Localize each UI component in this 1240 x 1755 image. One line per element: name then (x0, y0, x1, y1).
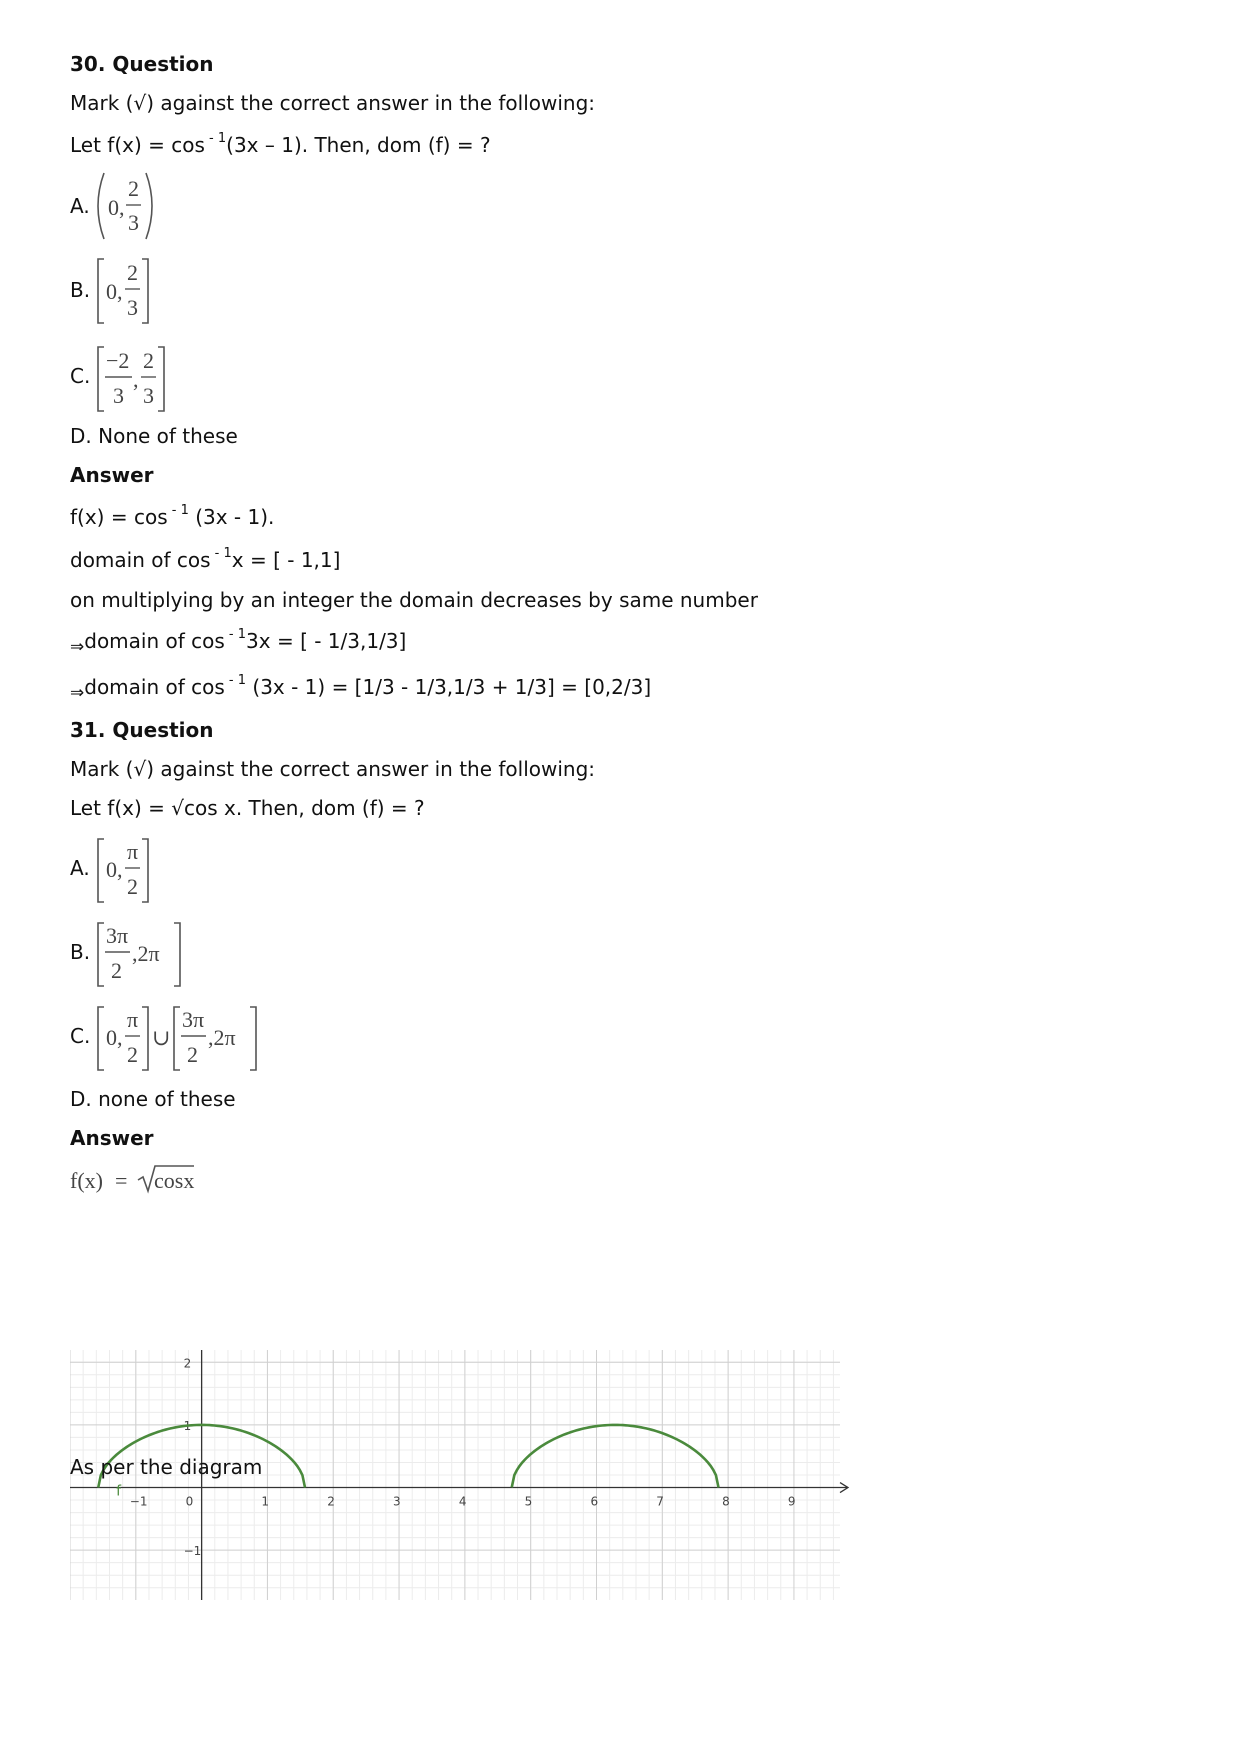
q31-option-c-math (94, 1000, 314, 1074)
svg-text:2: 2 (127, 1042, 138, 1067)
q31-instruction: Mark (√) against the correct answer in the following: (70, 757, 596, 781)
svg-text:3: 3 (127, 295, 138, 320)
svg-text:0,: 0, (106, 857, 123, 882)
svg-text:π: π (127, 839, 139, 864)
svg-text:,: , (133, 367, 139, 392)
x-tick-label: 3 (393, 1494, 401, 1509)
q31-formula-math (70, 1160, 230, 1200)
q30-answer-heading: Answer (70, 463, 154, 487)
svg-text:,2π: ,2π (208, 1025, 236, 1050)
q31-answer-heading: Answer (70, 1126, 154, 1150)
implies-icon: ⇒ (70, 637, 85, 657)
svg-text:0,: 0, (106, 279, 123, 304)
svg-text:3π: 3π (106, 923, 129, 948)
y-tick-label: 1 (183, 1418, 192, 1433)
option-label: A. (70, 194, 90, 218)
q30-heading: 30. Question (70, 52, 214, 76)
x-tick-label: 5 (524, 1494, 533, 1509)
svg-text:2: 2 (127, 260, 138, 285)
svg-text:2: 2 (128, 176, 139, 201)
svg-text:3π: 3π (182, 1007, 205, 1032)
svg-text:,2π: ,2π (132, 941, 160, 966)
y-tick-label: −1 (183, 1544, 202, 1559)
q31-option-b-math (94, 916, 214, 990)
q30-answer-line-2: domain of cos $^{- 1}$x = [ - 1,1] (70, 546, 341, 572)
q30-answer-line-4: ⇒domain of cos $^{- 1}$3x = [ - 1/3,1/3] (70, 627, 407, 657)
q31-stem: Let f(x) = √cos x. Then, dom (f) = ? (70, 796, 425, 820)
y-tick-label: 2 (183, 1356, 192, 1371)
q30-option-d[interactable]: D. None of these (70, 424, 238, 448)
x-tick-label: 0 (185, 1494, 194, 1509)
option-label: B. (70, 278, 91, 302)
x-tick-label: 8 (722, 1494, 730, 1509)
q31-closing-text: As per the diagram (70, 1455, 263, 1479)
x-tick-label: 6 (590, 1494, 599, 1509)
svg-text:2: 2 (187, 1042, 198, 1067)
q30-answer-line-1: f(x) = cos $^{- 1}$ (3x - 1). (70, 503, 275, 529)
svg-text:0,: 0, (108, 195, 125, 220)
curve-label: f (116, 1483, 122, 1500)
curve-segment (512, 1425, 719, 1488)
x-tick-label: 1 (261, 1494, 270, 1509)
svg-text:2: 2 (143, 348, 154, 373)
svg-text:−2: −2 (106, 348, 130, 373)
svg-text:=: = (115, 1168, 128, 1193)
x-tick-label: 2 (327, 1494, 335, 1509)
union-icon: ∪ (152, 1025, 171, 1050)
svg-text:cosx: cosx (154, 1168, 195, 1193)
svg-text:2: 2 (111, 958, 122, 983)
svg-text:2: 2 (127, 874, 138, 899)
option-label: B. (70, 940, 91, 964)
q30-stem: Let f(x) = cos $^{- 1}$(3x – 1). Then, dom (f) = ? (70, 131, 491, 157)
q30-answer-line-5: ⇒domain of cos $^{- 1}$ (3x - 1) = [1/3 - 1/3,1/3 + 1/3] = [0,2/3] (70, 673, 652, 703)
svg-text:f(x): f(x) (70, 1168, 103, 1193)
q30-option-b-math (94, 256, 184, 328)
q31-option-d[interactable]: D. none of these (70, 1087, 236, 1111)
option-label: C. (70, 1024, 91, 1048)
q30-option-c-math (94, 344, 204, 416)
option-label: A. (70, 856, 90, 880)
x-tick-label: 7 (656, 1494, 664, 1509)
q31-heading: 31. Question (70, 718, 214, 742)
implies-icon: ⇒ (70, 683, 85, 703)
option-label: C. (70, 364, 91, 388)
q30-answer-line-3: on multiplying by an integer the domain decreases by same number (70, 588, 758, 612)
x-tick-label: 4 (458, 1494, 467, 1509)
x-tick-label: 9 (787, 1494, 796, 1509)
svg-text:0,: 0, (106, 1025, 123, 1050)
q30-option-a-math (94, 170, 184, 242)
q31-option-a-math (94, 832, 184, 906)
svg-text:3: 3 (128, 210, 139, 235)
svg-text:3: 3 (143, 383, 154, 408)
q30-instruction: Mark (√) against the correct answer in the following: (70, 91, 596, 115)
svg-text:3: 3 (113, 383, 124, 408)
x-tick-label: −1 (129, 1494, 148, 1509)
svg-text:π: π (127, 1007, 139, 1032)
